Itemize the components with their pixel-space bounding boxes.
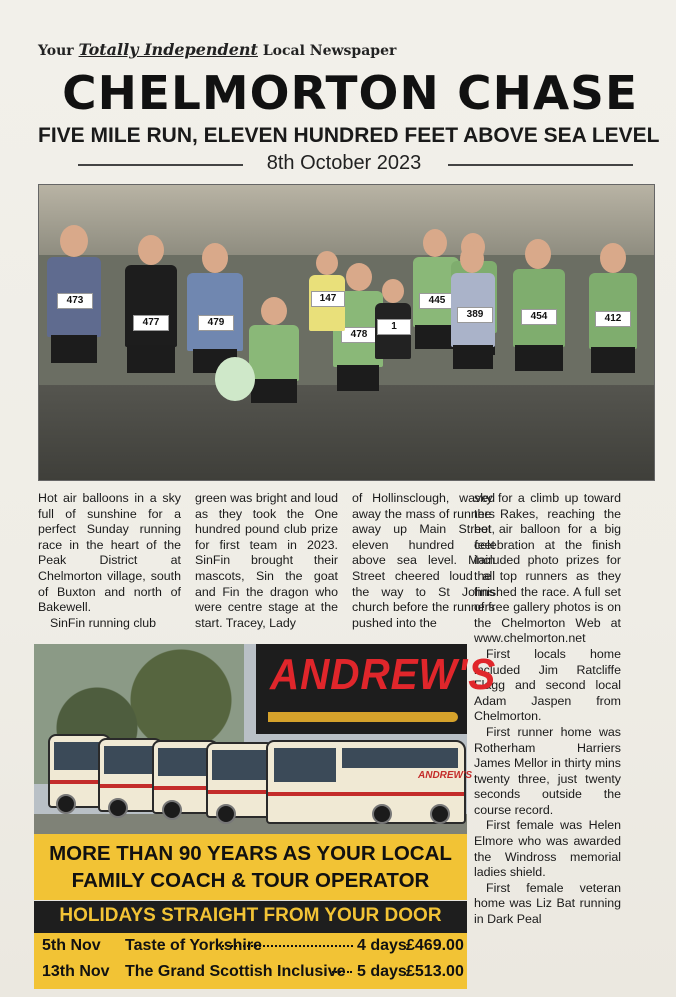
- tour-length: 5 days: [354, 963, 407, 981]
- tour-price: £469.00: [406, 937, 464, 954]
- article-column-1: [38, 491, 181, 631]
- tagline: [38, 40, 396, 59]
- tour-name: The Grand Scottish Inclusive: [125, 963, 346, 980]
- article-paragraph: of Hollinsclough, waved away the mass of runners away up Main Street, eleven hundred feet above sea level. Main Street cheered loud all the way to St Johns church before the runners pushed into the: [352, 491, 495, 630]
- runner: [509, 239, 569, 459]
- article-column-4: [474, 491, 621, 928]
- race-bib: 412: [595, 311, 631, 327]
- tagline-post: Local Newspaper: [262, 43, 397, 59]
- article-paragraph: green was bright and loud as they took the One hundred pound club prize for first team in 2023. SinFin brought their mascots, Sin the goat and Fin the dragon who were centre stage at the start. Tracey, Lady: [195, 491, 338, 630]
- article-paragraph: First runner home was Rotherham Harriers James Mellor in thirty mins twenty three, just twenty seconds outside the course record.: [474, 724, 621, 817]
- ad-holidays-bar: [34, 901, 467, 933]
- ad-holidays-text: HOLIDAYS STRAIGHT FROM YOUR DOOR: [59, 905, 442, 926]
- ad-slogan: [34, 840, 467, 894]
- tour-name: Taste of Yorkshire: [125, 937, 262, 954]
- dateline-rule-right: [448, 164, 633, 166]
- article-paragraph: First female was Helen Elmore who was awarded the Windross memorial ladies shield.: [474, 818, 621, 880]
- tagline-emphasis: Totally Independent: [78, 40, 258, 59]
- article-column-2: [195, 491, 338, 631]
- coach-logo: ANDREW'S: [418, 770, 473, 781]
- race-bib: 389: [457, 307, 493, 323]
- runner: [373, 279, 413, 399]
- tour-row: [42, 935, 462, 959]
- race-bib: 473: [57, 293, 93, 309]
- tour-date: 5th Nov: [42, 937, 101, 954]
- race-bib: 1: [377, 319, 411, 335]
- race-bib: 454: [521, 309, 557, 325]
- dragon-mascot: [215, 357, 255, 401]
- ad-tour-list: [34, 933, 467, 989]
- race-bib: 147: [311, 291, 345, 307]
- tour-length: 4 days: [354, 937, 407, 955]
- coach: [266, 740, 473, 824]
- page-title: CHELMORTON CHASE: [62, 66, 639, 120]
- tagline-pre: Your: [38, 43, 74, 59]
- runner: [45, 225, 105, 455]
- ad-brand-logo: ANDREW'S: [270, 650, 497, 699]
- race-bib: 479: [198, 315, 234, 331]
- tour-price: £513.00: [406, 963, 464, 980]
- article-paragraph: First female veteran home was Liz Bat running in Dark Peal: [474, 880, 621, 927]
- tour-row: [42, 961, 462, 985]
- runner: [447, 245, 499, 455]
- article-paragraph: Hot air balloons in a sky full of sunshine for a perfect Sunday running race in the heart of the Peak District at Chelmorton village, south of Buxton and north of Bakewell.: [38, 491, 181, 615]
- ad-slogan-line: FAMILY COACH & TOUR OPERATOR: [71, 869, 430, 892]
- dateline: [38, 150, 650, 180]
- race-bib: 477: [133, 315, 169, 331]
- runner: [121, 235, 181, 455]
- race-bib: 445: [419, 293, 455, 309]
- tour-date: 13th Nov: [42, 963, 110, 980]
- runner: [585, 243, 641, 453]
- tour-leader-dots: [332, 971, 352, 973]
- ad-swoosh: [268, 712, 458, 722]
- page-subtitle: FIVE MILE RUN, ELEVEN HUNDRED FEET ABOVE SEA LEVEL: [38, 124, 660, 147]
- runners-photo: [38, 184, 655, 481]
- issue-date: 8th October 2023: [266, 152, 422, 174]
- article-paragraph: sky for a climb up toward the Rakes, reaching the hot air balloon for a big celebration at the finish included photo prizes for the top runners as they finished the race. A full set of free gallery photos is on the Chelmorton Web at www.chelmorton.net: [474, 491, 621, 646]
- article-paragraph: First locals home included Jim Ratcliffe Flagg and second local Adam Jaspen from Chelmorton.: [474, 646, 621, 724]
- article-paragraph: SinFin running club: [50, 615, 157, 630]
- coach-advertisement: [34, 644, 497, 989]
- ad-slogan-line: MORE THAN 90 YEARS AS YOUR LOCAL: [49, 842, 452, 865]
- race-bib: 478: [341, 327, 377, 343]
